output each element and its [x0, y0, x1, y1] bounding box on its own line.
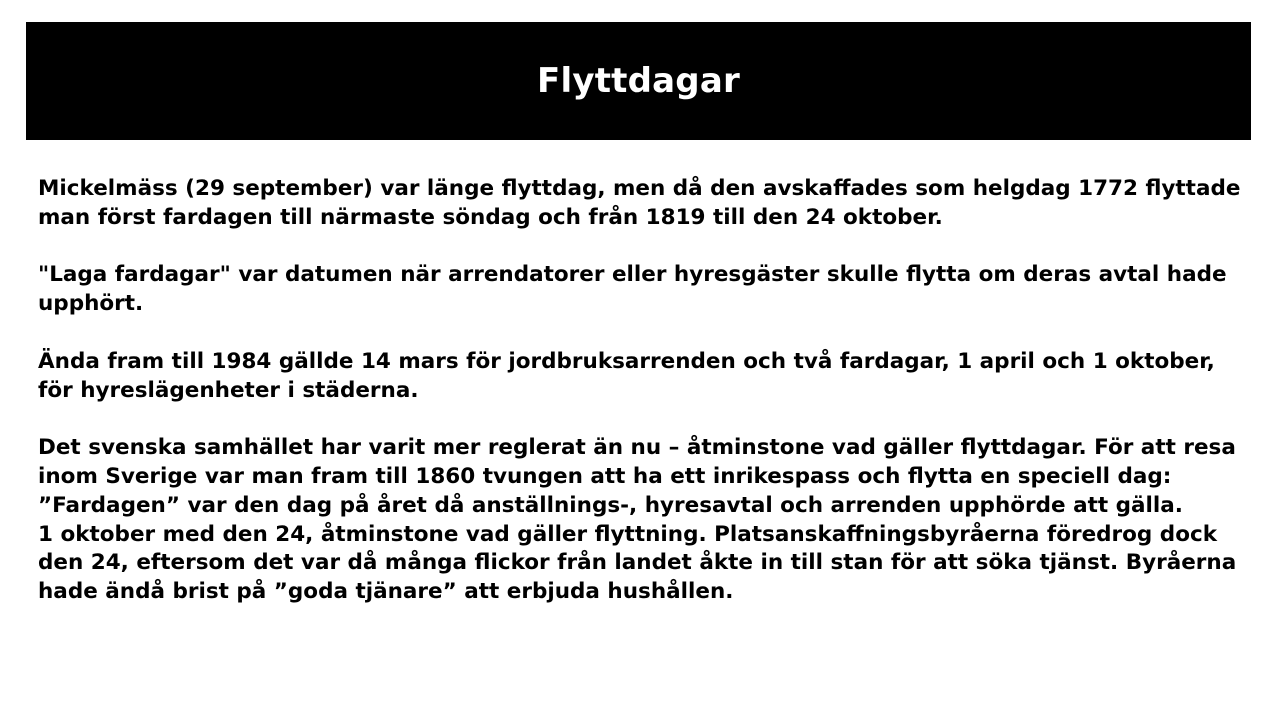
paragraph-mickelmass: Mickelmäss (29 september) var länge flyttdag, men då den avskaffades som helgdag 1772 flyttade man först fardagen till närmaste söndag och från 1819 till den 24 oktober.: [38, 176, 1241, 230]
paragraph-spacer: [38, 405, 1253, 434]
paragraph-laga-fardagar: "Laga fardagar" var datumen när arrendatorer eller hyresgäster skulle flytta om deras avtal hade upphört.: [38, 262, 1227, 317]
paragraph-spacer: [38, 319, 1253, 348]
paragraph-1-oktober: 1 oktober med den 24, åtminstone vad gäller flyttning. Platsanskaffningsbyråerna föredrog dock den 24, eftersom det var då många flickor från landet åkte in till stan för att söka tjänst. Byråerna hade ändå brist på ”goda tjänare” att erbjuda hushållen.: [38, 521, 1237, 605]
paragraph-1984: Ända fram till 1984 gällde 14 mars för jordbruksarrenden och två fardagar, 1 april och 1 oktober, för hyreslägenheter i städerna.: [38, 348, 1215, 403]
slide-body: [38, 175, 1253, 607]
paragraph-samhallet: Det svenska samhället har varit mer reglerat än nu – åtminstone vad gäller flyttdagar. För att resa inom Sverige var man fram till 1860 tvungen att ha ett inrikespass och flytta en speciell dag: ”Fardagen” var den dag på året då anställnings-, hyresavtal och arrenden upphörde att gälla.: [38, 435, 1236, 518]
paragraph-spacer: [38, 233, 1253, 262]
slide-title: Flyttdagar: [537, 61, 740, 101]
title-bar: [26, 22, 1251, 140]
